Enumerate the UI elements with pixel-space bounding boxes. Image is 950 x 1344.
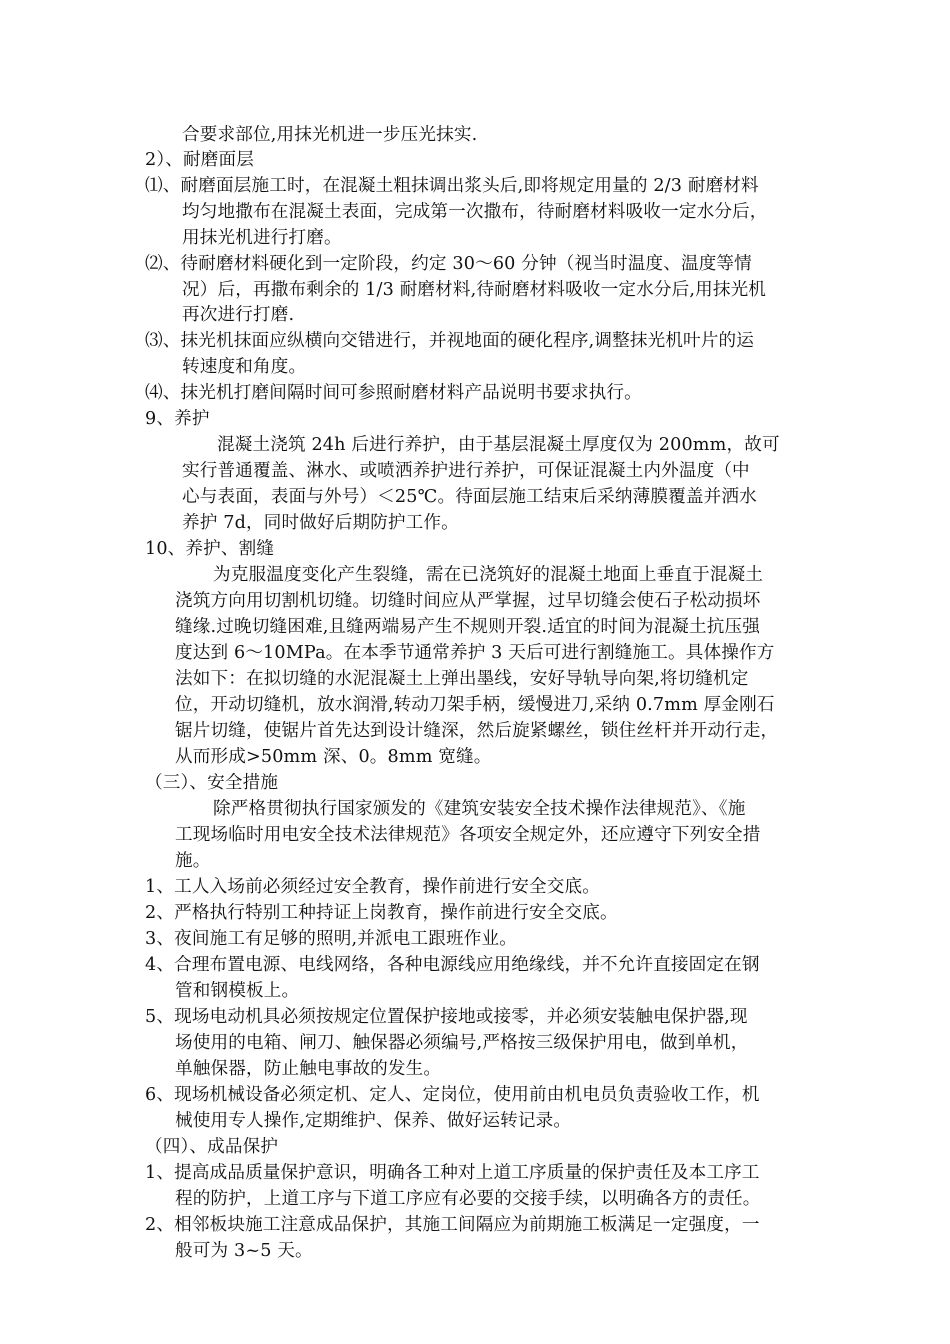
list-item: 2、严格执行特别工种持证上岗教育，操作前进行安全交底。 <box>145 903 618 923</box>
text-line: 场使用的电箱、闸刀、触保器必须编号,严格按三级保护用电，做到单机， <box>175 1033 749 1053</box>
text-line: 工现场临时用电安全技术法律规范》各项安全规定外，还应遵守下列安全措 <box>175 825 761 845</box>
text-line: 锯片切缝，使锯片首先达到设计缝深，然后旋紧螺丝，锁住丝杆并开动行走， <box>175 721 779 741</box>
list-item: 1、提高成品质量保护意识，明确各工种对上道工序质量的保护责任及本工序工 <box>145 1163 760 1183</box>
list-item: ⑵、待耐磨材料硬化到一定阶段，约定 30～60 分钟（视当时温度、温度等情 <box>145 254 752 274</box>
list-item: 2、相邻板块施工注意成品保护，其施工间隔应为前期施工板满足一定强度，一 <box>145 1215 760 1235</box>
list-item: 6、现场机械设备必须定机、定人、定岗位，使用前由机电员负责验收工作，机 <box>145 1085 760 1105</box>
text-line: 浇筑方向用切割机切缝。切缝时间应从严掌握，过早切缝会使石子松动损坏 <box>175 591 761 611</box>
section-heading: 9、养护 <box>145 409 210 429</box>
list-item: 1、工人入场前必须经过安全教育，操作前进行安全交底。 <box>145 877 600 897</box>
text-line: 般可为 3~5 天。 <box>175 1241 313 1261</box>
section-heading: 2）、耐磨面层 <box>145 150 255 170</box>
section-heading: （三）、安全措施 <box>145 773 279 793</box>
list-item: 3、夜间施工有足够的照明,并派电工跟班作业。 <box>145 929 517 949</box>
text-line: 从而形成>50mm 深、0。8mm 宽缝。 <box>175 747 492 767</box>
text-line: 况）后，再撒布剩余的 1/3 耐磨材料,待耐磨材料吸收一定水分后,用抹光机 <box>182 280 767 300</box>
paragraph-first-line: 除严格贯彻执行国家颁发的《建筑安装安全技术操作法律规范》、《施 <box>213 799 746 819</box>
section-heading: （四）、成品保护 <box>145 1137 279 1157</box>
text-line: 械使用专人操作,定期维护、保养、做好运转记录。 <box>175 1111 572 1131</box>
text-line: 缝缘.过晚切缝困难,且缝两端易产生不规则开裂.适宜的时间为混凝土抗压强 <box>175 617 761 637</box>
list-item: 5、现场电动机具必须按规定位置保护接地或接零，并必须安装触电保护器,现 <box>145 1007 748 1027</box>
list-item: ⑷、抹光机打磨间隔时间可参照耐磨材料产品说明书要求执行。 <box>145 383 642 403</box>
text-line: 心与表面，表面与外号）＜25℃。待面层施工结束后采纳薄膜覆盖并洒水 <box>182 487 757 507</box>
text-line: 位，开动切缝机，放水润滑,转动刀架手柄，缓慢进刀,采纳 0.7mm 厚金刚石 <box>175 695 775 715</box>
list-item: 4、合理布置电源、电线网络，各种电源线应用绝缘线，并不允许直接固定在钢 <box>145 955 760 975</box>
text-line: 程的防护，上道工序与下道工序应有必要的交接手续，以明确各方的责任。 <box>175 1189 761 1209</box>
text-line: 均匀地撒布在混凝土表面，完成第一次撒布，待耐磨材料吸收一定水分后， <box>182 202 768 222</box>
text-line: 用抹光机进行打磨。 <box>182 228 342 248</box>
text-line: 再次进行打磨. <box>182 305 295 325</box>
paragraph-first-line: 混凝土浇筑 24h 后进行养护，由于基层混凝土厚度仅为 200mm，故可 <box>217 435 780 455</box>
text-line: 转速度和角度。 <box>182 357 307 377</box>
text-line: 合要求部位,用抹光机进一步压光抹实. <box>182 125 478 145</box>
text-line: 施。 <box>175 851 211 871</box>
text-line: 度达到 6～10MPa。在本季节通常养护 3 天后可进行割缝施工。具体操作方 <box>175 643 775 663</box>
text-line: 养护 7d，同时做好后期防护工作。 <box>182 513 459 533</box>
paragraph-first-line: 为克服温度变化产生裂缝，需在已浇筑好的混凝土地面上垂直于混凝土 <box>213 565 764 585</box>
section-heading: 10、养护、割缝 <box>145 539 275 559</box>
list-item: ⑴、耐磨面层施工时，在混凝土粗抹调出浆头后,即将规定用量的 2/3 耐磨材料 <box>145 176 759 196</box>
text-line: 法如下：在拟切缝的水泥混凝土上弹出墨线，安好导轨导向架,将切缝机定 <box>175 669 749 689</box>
text-line: 管和钢模板上。 <box>175 981 300 1001</box>
list-item: ⑶、抹光机抹面应纵横向交错进行，并视地面的硬化程序,调整抹光机叶片的运 <box>145 331 755 351</box>
text-line: 实行普通覆盖、淋水、或喷洒养护进行养护，可保证混凝土内外温度（中 <box>182 461 750 481</box>
text-line: 单触保器，防止触电事故的发生。 <box>175 1059 442 1079</box>
